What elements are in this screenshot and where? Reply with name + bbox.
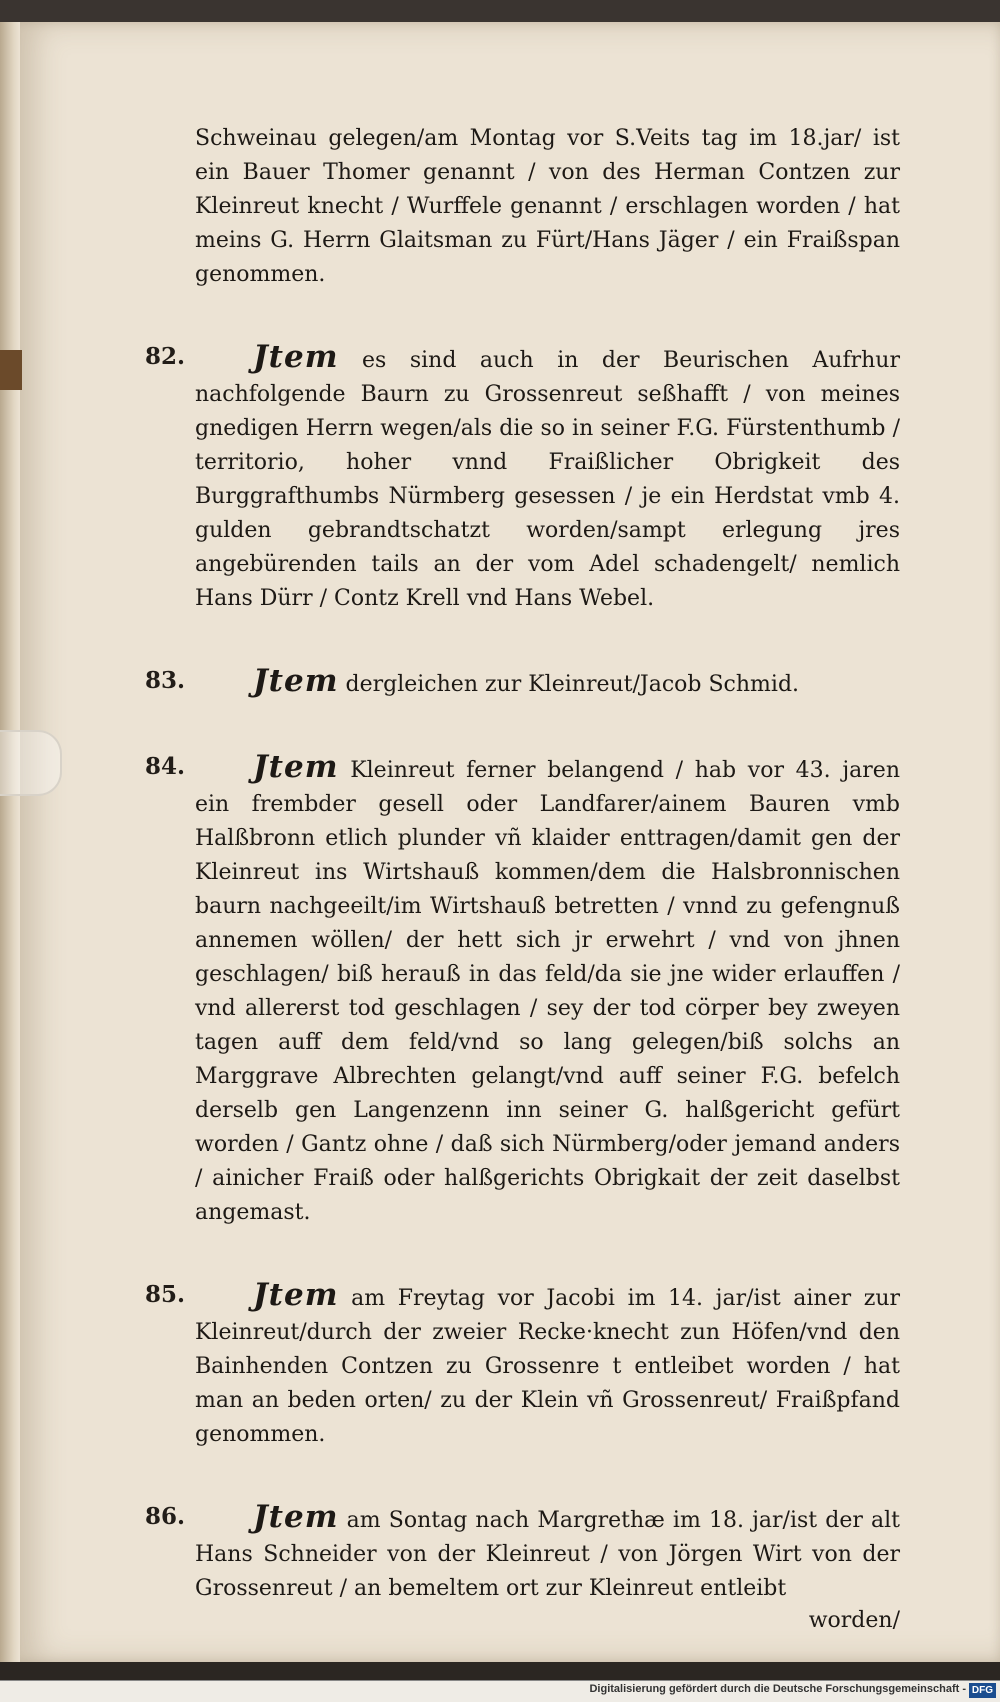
entry-body: es sind auch in der Beurischen Aufrhur nachfolgende Baurn zu Grossenreut seßhafft / von meines gnedigen Herrn wegen/als die so in seiner F.G. Fürstenthumb / territorio, hoher vnnd Fraißlicher Obrigkeit des Burggrafthumbs Nürmberg gesessen / je ein Herdstat vmb 4. gulden gebrandtschatzt worden/sampt erlegung jres angebürenden tails an der vom Adel schadengelt/ nemlich Hans Dürr / Contz Krell vnd Hans Webel.: [195, 348, 900, 611]
entry-text: [195, 1500, 900, 1606]
entry-number: 85.: [145, 1281, 186, 1308]
entry-initial: Jtem: [253, 1277, 339, 1313]
entry-85: [145, 1277, 901, 1452]
footer-credit: Digitalisierung gefördert durch die Deutsche Forschungsgemeinschaft -: [589, 1683, 966, 1695]
entry-initial: Jtem: [253, 339, 339, 375]
entry-83: [145, 663, 900, 702]
entry-number: 84.: [145, 753, 186, 780]
entry-84: [145, 749, 900, 1230]
entry-number: 86.: [145, 1503, 186, 1530]
entry-text: [195, 340, 900, 616]
entry-body: dergleichen zur Kleinreut/Jacob Schmid.: [345, 672, 800, 697]
entry-body: Kleinreut ferner belangend / hab vor 43. jaren ein frembder gesell oder Landfarer/ainem Bauren vmb Halßbronn etlich plunder vñ klaider enttragen/damit gen der Kleinreut ins Wirtshauß kommen/dem die Halsbronnischen baurn nachgeeilt/im Wirtshauß betretten / vnnd zu gefengnuß annemen wöllen/ der hett sich jr erwehrt / vnd von jhnen geschlagen/ biß herauß in das feld/da sie jne wider erlauffen / vnd allererst tod geschlagen / sey der tod cörper bey zweyen tagen auff dem feld/vnd so lang gelegen/biß solchs an Marggrave Albrechten gelangt/vnd auff seiner F.G. befelch derselb gen Langenzenn inn seiner G. halßgericht gefürt worden / Gantz ohne / daß sich Nürmberg/oder jemand anders / ainicher Fraiß oder halßgerichts Obrigkait der zeit daselbst angemast.: [195, 758, 900, 1225]
entry-82: [145, 339, 900, 616]
footer-bar: [0, 1680, 1000, 1702]
entry-number: 83.: [145, 667, 186, 694]
entry-text: [195, 750, 900, 1230]
entry-initial: Jtem: [253, 1499, 339, 1535]
entry-body: am Sontag nach Margrethæ im 18. jar/ist der alt Hans Schneider von der Kleinreut / von Jörgen Wirt von der Grossenreut / an bemeltem ort zur Kleinreut entleibt: [195, 1508, 900, 1601]
entry-number: 82.: [145, 343, 186, 370]
page-clip: [0, 730, 62, 796]
entry-initial: Jtem: [253, 749, 339, 785]
opening-paragraph: [195, 122, 900, 292]
entry-text: [195, 664, 900, 702]
page-tab-marker: [0, 350, 22, 390]
catchword: worden/: [808, 1608, 900, 1633]
page-text-block: [145, 122, 901, 1638]
opening-text: Schweinau gelegen/am Montag vor S.Veits tag im 18.jar/ ist ein Bauer Thomer genannt / von des Herman Contzen zur Kleinreut knecht / Wurffele genannt / erschlagen worden / hat meins G. Herrn Glaitsman zu Fürt/Hans Jäger / ein Fraißspan genommen.: [195, 126, 900, 287]
page-binding-shadow: [0, 22, 20, 1662]
entry-body: am Freytag vor Jacobi im 14. jar/ist ainer zur Kleinreut/durch der zweier Recke·knecht zun Höfen/vnd den Bainhenden Contzen zu Grossenre t entleibet worden / hat man an beden orten/ zu der Klein vñ Grossenreut/ Fraißpfand genommen.: [195, 1286, 901, 1447]
dfg-logo-icon: DFG: [969, 1683, 996, 1698]
entry-86: [145, 1499, 900, 1606]
entry-initial: Jtem: [253, 663, 339, 699]
entry-text: [195, 1278, 900, 1452]
